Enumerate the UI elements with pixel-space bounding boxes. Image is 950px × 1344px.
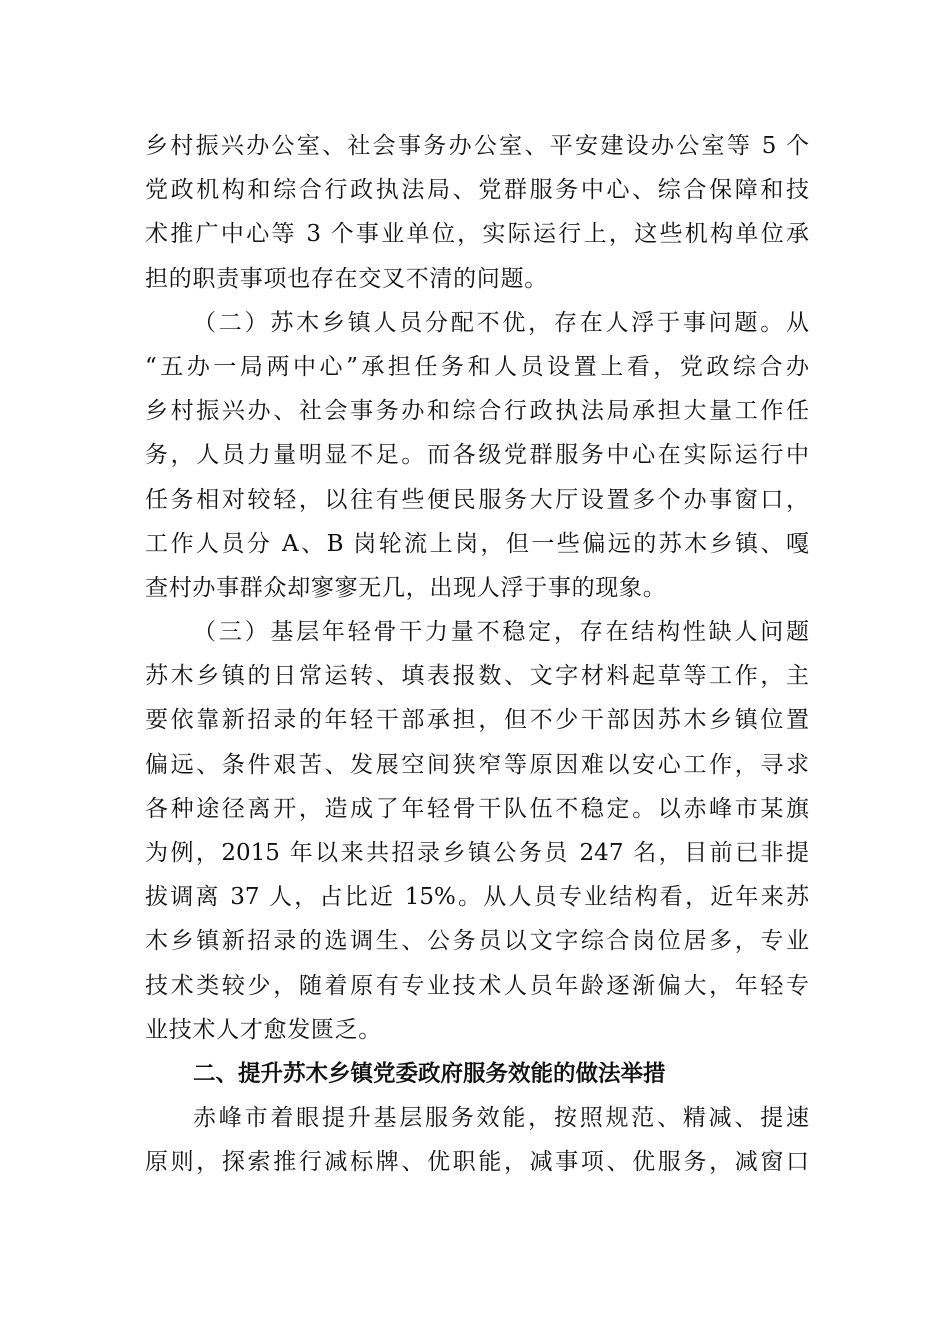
paragraph-line: （三）基层年轻骨干力量不稳定，存在结构性缺人问题 <box>193 619 809 646</box>
paragraph-line: 原则，探索推行减标牌、优职能，减事项、优服务，减窗口 <box>145 1149 809 1176</box>
paragraph-line: 术推广中心等 3 个事业单位，实际运行上，这些机构单位承 <box>145 221 809 248</box>
paragraph-line: 各种途径离开，造成了年轻骨干队伍不稳定。以赤峰市某旗 <box>145 795 809 822</box>
paragraph-line: 偏远、条件艰苦、发展空间狭窄等原因难以安心工作，寻求 <box>145 751 809 778</box>
paragraph-line: 要依靠新招录的年轻干部承担，但不少干部因苏木乡镇位置 <box>145 707 809 734</box>
paragraph-line: 技术类较少，随着原有专业技术人员年龄逐渐偏大，年轻专 <box>145 972 809 999</box>
paragraph-line: 拔调离 37 人，占比近 15%。从人员专业结构看，近年来苏 <box>145 884 809 911</box>
paragraph-line: 业技术人才愈发匮乏。 <box>145 1016 382 1043</box>
paragraph-line: 任务相对较轻，以往有些便民服务大厅设置多个办事窗口， <box>145 486 809 513</box>
paragraph-line: 赤峰市着眼提升基层服务效能，按照规范、精减、提速 <box>193 1105 809 1132</box>
paragraph-line: 查村办事群众却寥寥无几，出现人浮于事的现象。 <box>145 574 667 601</box>
paragraph-line: 党政机构和综合行政执法局、党群服务中心、综合保障和技 <box>145 177 809 204</box>
paragraph-line: （二）苏木乡镇人员分配不优，存在人浮于事问题。从 <box>193 309 809 336</box>
paragraph-line: 担的职责事项也存在交叉不清的问题。 <box>145 265 548 292</box>
paragraph-line: 乡村振兴办、社会事务办和综合行政执法局承担大量工作任 <box>145 398 809 425</box>
paragraph-line: “五办一局两中心”承担任务和人员设置上看，党政综合办 <box>145 353 809 380</box>
paragraph-line: 为例，2015 年以来共招录乡镇公务员 247 名，目前已非提 <box>145 840 809 866</box>
paragraph-line: 苏木乡镇的日常运转、填表报数、文字材料起草等工作，主 <box>145 663 809 690</box>
section-heading: 二、提升苏木乡镇党委政府服务效能的做法举措 <box>193 1060 666 1087</box>
document-body <box>145 124 809 1185</box>
paragraph-line: 务，人员力量明显不足。而各级党群服务中心在实际运行中 <box>145 442 809 469</box>
paragraph-line: 木乡镇新招录的选调生、公务员以文字综合岗位居多，专业 <box>145 928 809 955</box>
paragraph-line: 乡村振兴办公室、社会事务办公室、平安建设办公室等 5 个 <box>145 133 809 159</box>
paragraph-line: 工作人员分 A、B 岗轮流上岗，但一些偏远的苏木乡镇、嘎 <box>145 530 809 557</box>
